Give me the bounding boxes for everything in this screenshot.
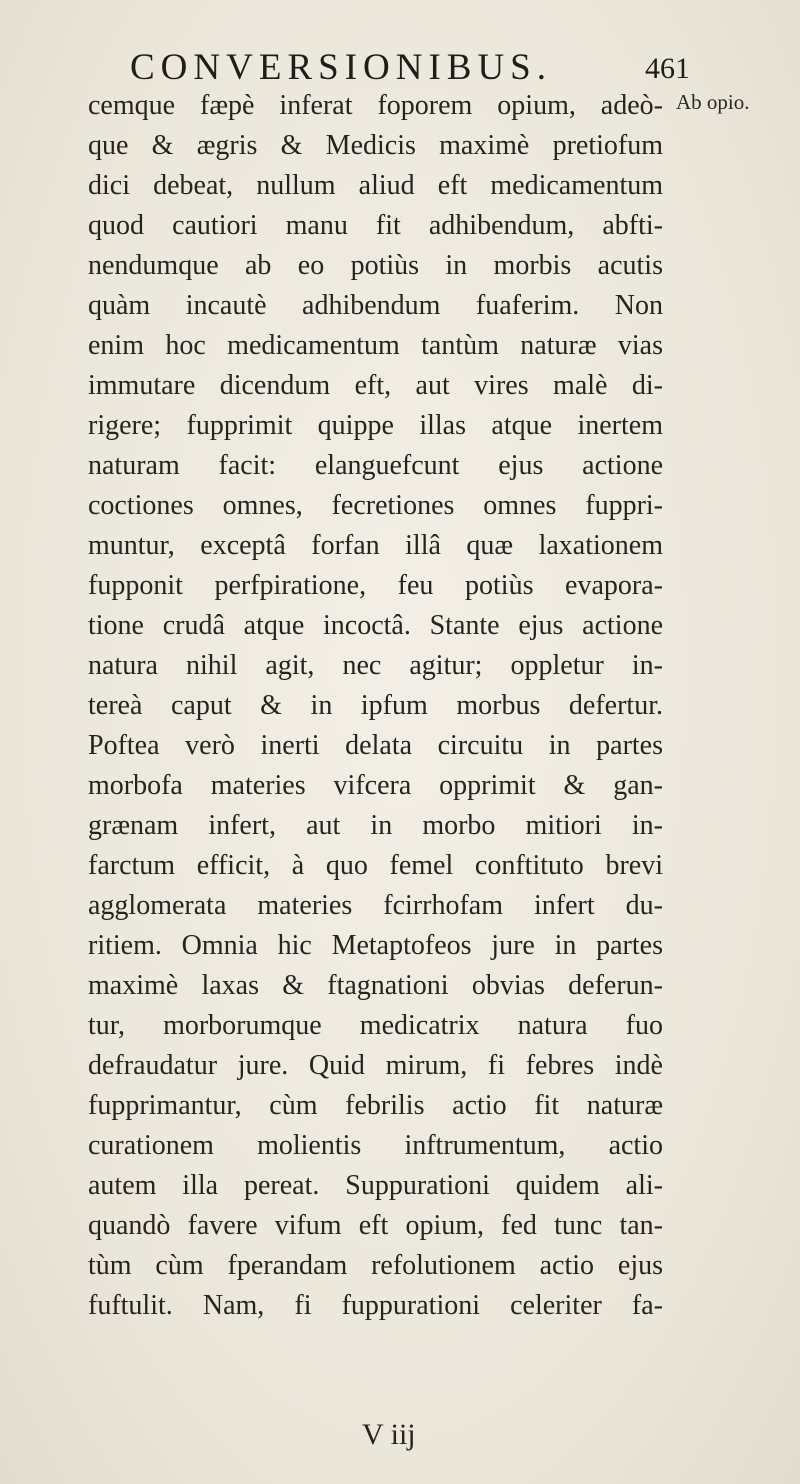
text-line: tùm cùm fperandam refolutionem actio ejus bbox=[88, 1250, 663, 1281]
page-number: 461 bbox=[645, 52, 690, 85]
text-line: morbofa materies vifcera opprimit & gan- bbox=[88, 770, 663, 801]
running-head bbox=[130, 48, 690, 88]
text-line: fuftulit. Nam, fi fuppurationi celeriter fa- bbox=[88, 1290, 663, 1321]
text-line: farctum efficit, à quo femel conftituto brevi bbox=[88, 850, 663, 881]
text-line: dici debeat, nullum aliud eft medicamentum bbox=[88, 170, 663, 201]
text-line: tereà caput & in ipfum morbus defertur. bbox=[88, 690, 663, 721]
text-line: rigere; fupprimit quippe illas atque inertem bbox=[88, 410, 663, 441]
text-line: ritiem. Omnia hic Metaptofeos jure in partes bbox=[88, 930, 663, 961]
body-text bbox=[88, 86, 663, 1326]
text-line: curationem molientis inftrumentum, actio bbox=[88, 1130, 663, 1161]
text-line: quandò favere vifum eft opium, fed tunc tan- bbox=[88, 1210, 663, 1241]
text-line: nendumque ab eo potiùs in morbis acutis bbox=[88, 250, 663, 281]
text-line: autem illa pereat. Suppurationi quidem ali- bbox=[88, 1170, 663, 1201]
signature-mark: V iij bbox=[362, 1418, 416, 1451]
text-line: fupprimantur, cùm febrilis actio fit naturæ bbox=[88, 1090, 663, 1121]
text-line: naturam facit: elanguefcunt ejus actione bbox=[88, 450, 663, 481]
text-line: enim hoc medicamentum tantùm naturæ vias bbox=[88, 330, 663, 361]
text-line: defraudatur jure. Quid mirum, fi febres indè bbox=[88, 1050, 663, 1081]
text-line: coctiones omnes, fecretiones omnes fuppri- bbox=[88, 490, 663, 521]
text-line: muntur, exceptâ forfan illâ quæ laxationem bbox=[88, 530, 663, 561]
margin-note: Ab opio. bbox=[676, 90, 750, 114]
text-line: quod cautiori manu fit adhibendum, abfti- bbox=[88, 210, 663, 241]
text-line: que & ægris & Medicis maximè pretiofum bbox=[88, 130, 663, 161]
text-line: quàm incautè adhibendum fuaferim. Non bbox=[88, 290, 663, 321]
text-line: maximè laxas & ftagnationi obvias deferun- bbox=[88, 970, 663, 1001]
text-line: fupponit perfpiratione, feu potiùs evapora- bbox=[88, 570, 663, 601]
text-line: agglomerata materies fcirrhofam infert du- bbox=[88, 890, 663, 921]
text-line: cemque fæpè inferat foporem opium, adeò- bbox=[88, 90, 663, 121]
running-head-title: CONVERSIONIBUS. bbox=[130, 47, 553, 88]
text-line: grænam infert, aut in morbo mitiori in- bbox=[88, 810, 663, 841]
text-line: tur, morborumque medicatrix natura fuo bbox=[88, 1010, 663, 1041]
text-line: tione crudâ atque incoctâ. Stante ejus actione bbox=[88, 610, 663, 641]
text-line: Poftea verò inerti delata circuitu in partes bbox=[88, 730, 663, 761]
text-line: natura nihil agit, nec agitur; oppletur in- bbox=[88, 650, 663, 681]
text-line: immutare dicendum eft, aut vires malè di- bbox=[88, 370, 663, 401]
